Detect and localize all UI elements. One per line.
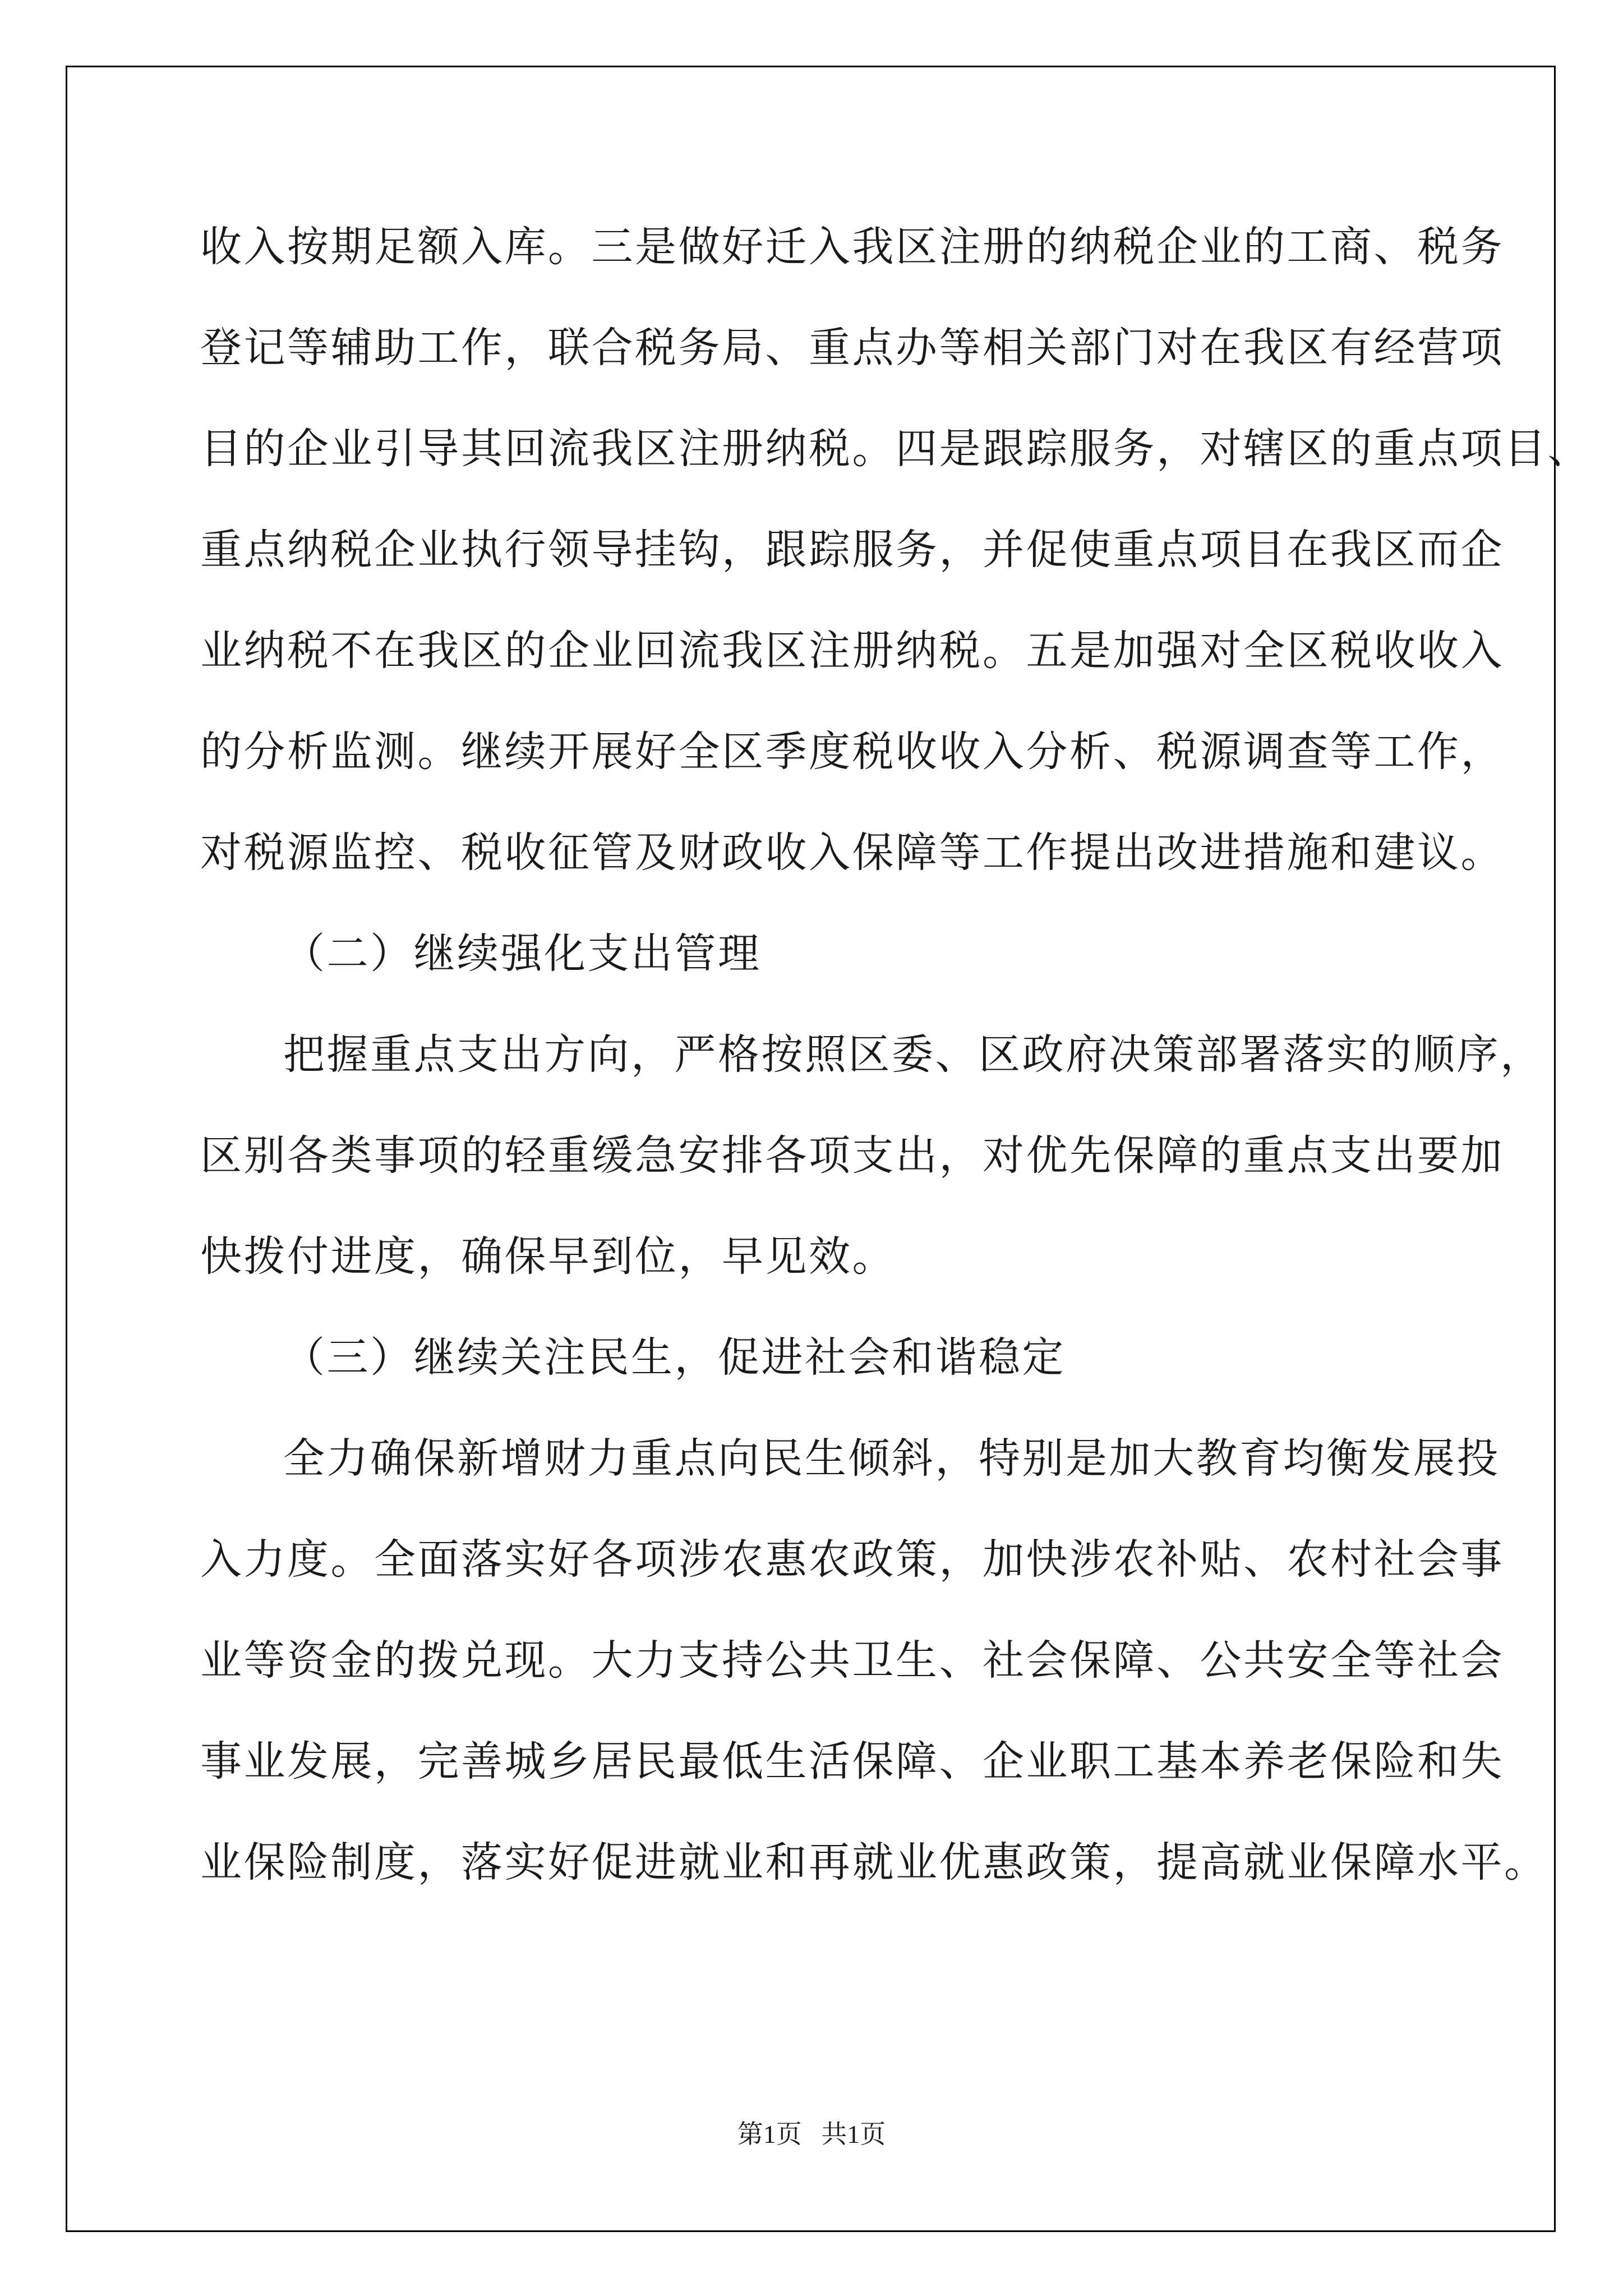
body-line-9: 把握重点支出方向，严格按照区委、区政府决策部署落实的顺序， — [283, 1030, 1544, 1079]
body-line-4: 重点纳税企业执行领导挂钩，跟踪服务，并促使重点项目在我区而企 — [200, 526, 1504, 574]
body-line-6: 的分析监测。继续开展好全区季度税收收入分析、税源调查等工作， — [200, 728, 1504, 776]
body-line-13: 全力确保新增财力重点向民生倾斜，特别是加大教育均衡发展投 — [283, 1434, 1500, 1483]
body-line-1: 收入按期足额入库。三是做好迁入我区注册的纳税企业的工商、税务 — [200, 223, 1504, 271]
body-line-14: 入力度。全面落实好各项涉农惠农政策，加快涉农补贴、农村社会事 — [200, 1535, 1504, 1584]
section-heading-3: （三）继续关注民生，促进社会和谐稳定 — [283, 1333, 1066, 1382]
body-line-5: 业纳税不在我区的企业回流我区注册纳税。五是加强对全区税收收入 — [200, 627, 1504, 675]
section-heading-2: （二）继续强化支出管理 — [283, 930, 762, 978]
body-line-11: 快拨付进度，确保早到位，早见效。 — [200, 1232, 896, 1281]
body-line-3: 目的企业引导其回流我区注册纳税。四是跟踪服务，对辖区的重点项目、 — [200, 425, 1591, 473]
body-line-17: 业保险制度，落实好促进就业和再就业优惠政策，提高就业保障水平。 — [200, 1838, 1548, 1887]
body-line-7: 对税源监控、税收征管及财政收入保障等工作提出改进措施和建议。 — [200, 829, 1504, 877]
body-line-2: 登记等辅助工作，联合税务局、重点办等相关部门对在我区有经营项 — [200, 324, 1504, 372]
body-line-16: 事业发展，完善城乡居民最低生活保障、企业职工基本养老保险和失 — [200, 1737, 1504, 1786]
page-number-footer: 第1页 共1页 — [737, 2120, 886, 2148]
body-line-10: 区别各类事项的轻重缓急安排各项支出，对优先保障的重点支出要加 — [200, 1131, 1504, 1180]
body-line-15: 业等资金的拨兑现。大力支持公共卫生、社会保障、公共安全等社会 — [200, 1636, 1504, 1685]
